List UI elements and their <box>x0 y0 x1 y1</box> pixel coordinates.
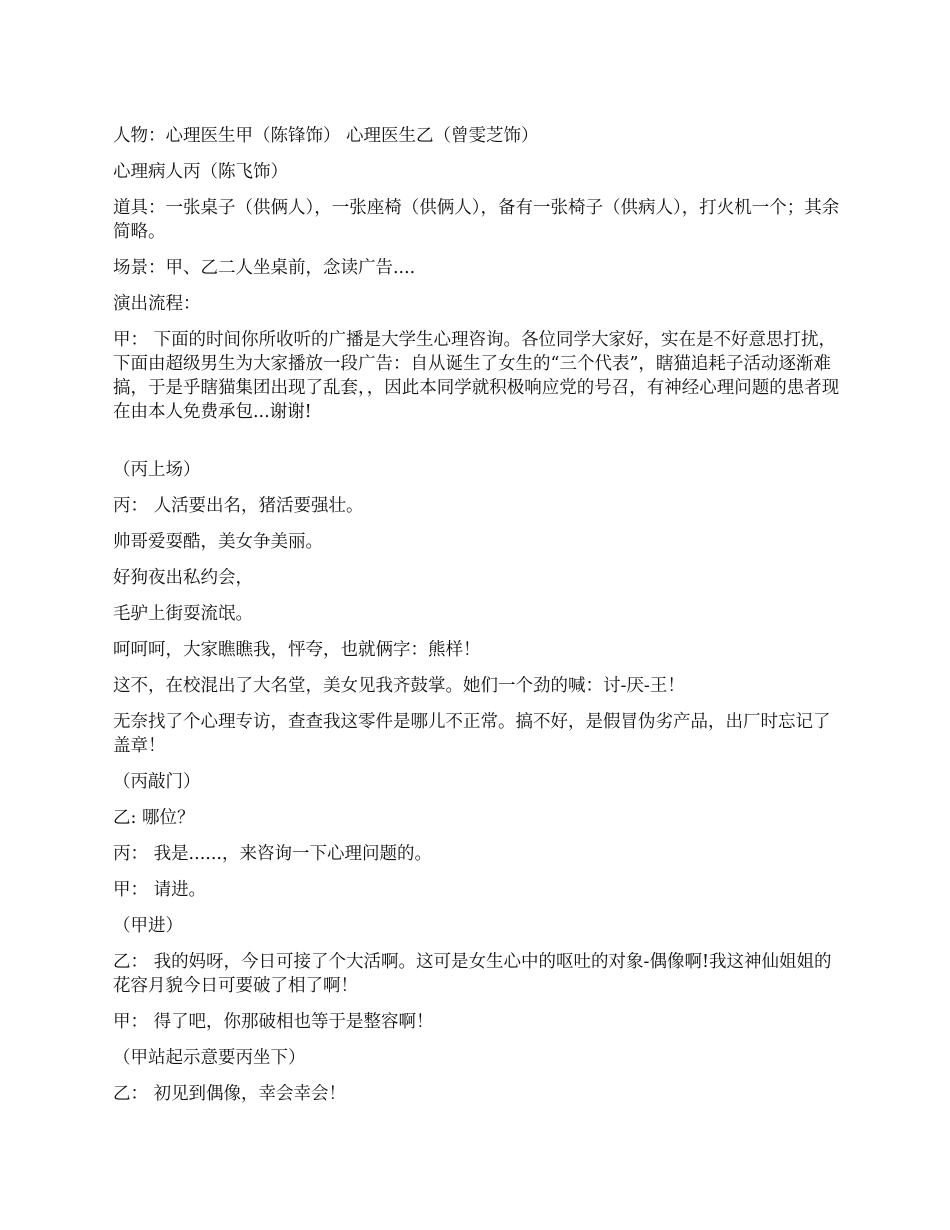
dialogue-paragraph: 丙： 人活要出名，猪活要强壮。 <box>113 496 364 516</box>
flow-heading: 演出流程： <box>113 294 201 314</box>
dialogue-paragraph: 好狗夜出私约会， <box>113 568 253 588</box>
stage-direction: （丙上场） <box>113 460 201 480</box>
dialogue-paragraph: 甲： 下面的时间你所收听的广播是大学生心理咨询。各位同学大家好，实在是不好意思打扰，下面由超级男生为大家播放一段广告：自从诞生了女生的“三个代表”，瞎猫追耗子活动逐渐难搞，于是乎瞎猫集团出现了乱套，，因此本同学就积极响应党的号召，有神经心理问题的患者现在由本人免费承包...谢谢! <box>113 330 840 422</box>
stage-direction: （甲站起示意要丙坐下） <box>113 1048 306 1068</box>
dialogue-paragraph: 甲： 得了吧，你那破相也等于是整容啊！ <box>113 1012 434 1032</box>
stage-direction: （丙敲门） <box>113 772 201 792</box>
document-page <box>113 124 843 1118</box>
dialogue-paragraph: 乙： 我的妈呀，今日可接了个大活啊。这可是女生心中的呕吐的对象-偶像啊!我这神仙姐姐的花容月貌今日可要破了相了啊！ <box>113 952 832 996</box>
props-line: 道具：一张桌子（供俩人），一张座椅（供俩人），备有一张椅子（供病人），打火机一个；其余简略。 <box>113 198 840 242</box>
dialogue-paragraph: 甲： 请进。 <box>113 880 207 900</box>
scene-line: 场景：甲、乙二人坐桌前，念读广告.... <box>113 258 416 278</box>
dialogue-paragraph: 这不，在校混出了大名堂，美女见我齐鼓掌。她们一个劲的喊：讨-厌-王！ <box>113 676 685 696</box>
dialogue-paragraph: 毛驴上街耍流氓。 <box>113 604 253 624</box>
dialogue-paragraph: 乙: 哪位？ <box>113 808 195 828</box>
dialogue-paragraph: 丙： 我是......，来咨询一下心理问题的。 <box>113 844 432 864</box>
cast-line-doctors: 人物：心理医生甲（陈锋饰） 心理医生乙（曾雯芝饰） <box>113 126 539 146</box>
dialogue-paragraph: 呵呵呵，大家瞧瞧我，怦夸，也就俩字：熊样！ <box>113 640 481 660</box>
stage-direction: （甲进） <box>113 916 183 936</box>
dialogue-paragraph: 无奈找了个心理专访，查查我这零件是哪儿不正常。搞不好，是假冒伪劣产品，出厂时忘记了盖章！ <box>113 712 831 756</box>
dialogue-paragraph: 乙： 初见到偶像，幸会幸会！ <box>113 1084 347 1104</box>
dialogue-paragraph: 帅哥爱耍酷，美女争美丽。 <box>113 532 323 552</box>
cast-line-patient: 心理病人丙（陈飞饰） <box>113 162 288 182</box>
